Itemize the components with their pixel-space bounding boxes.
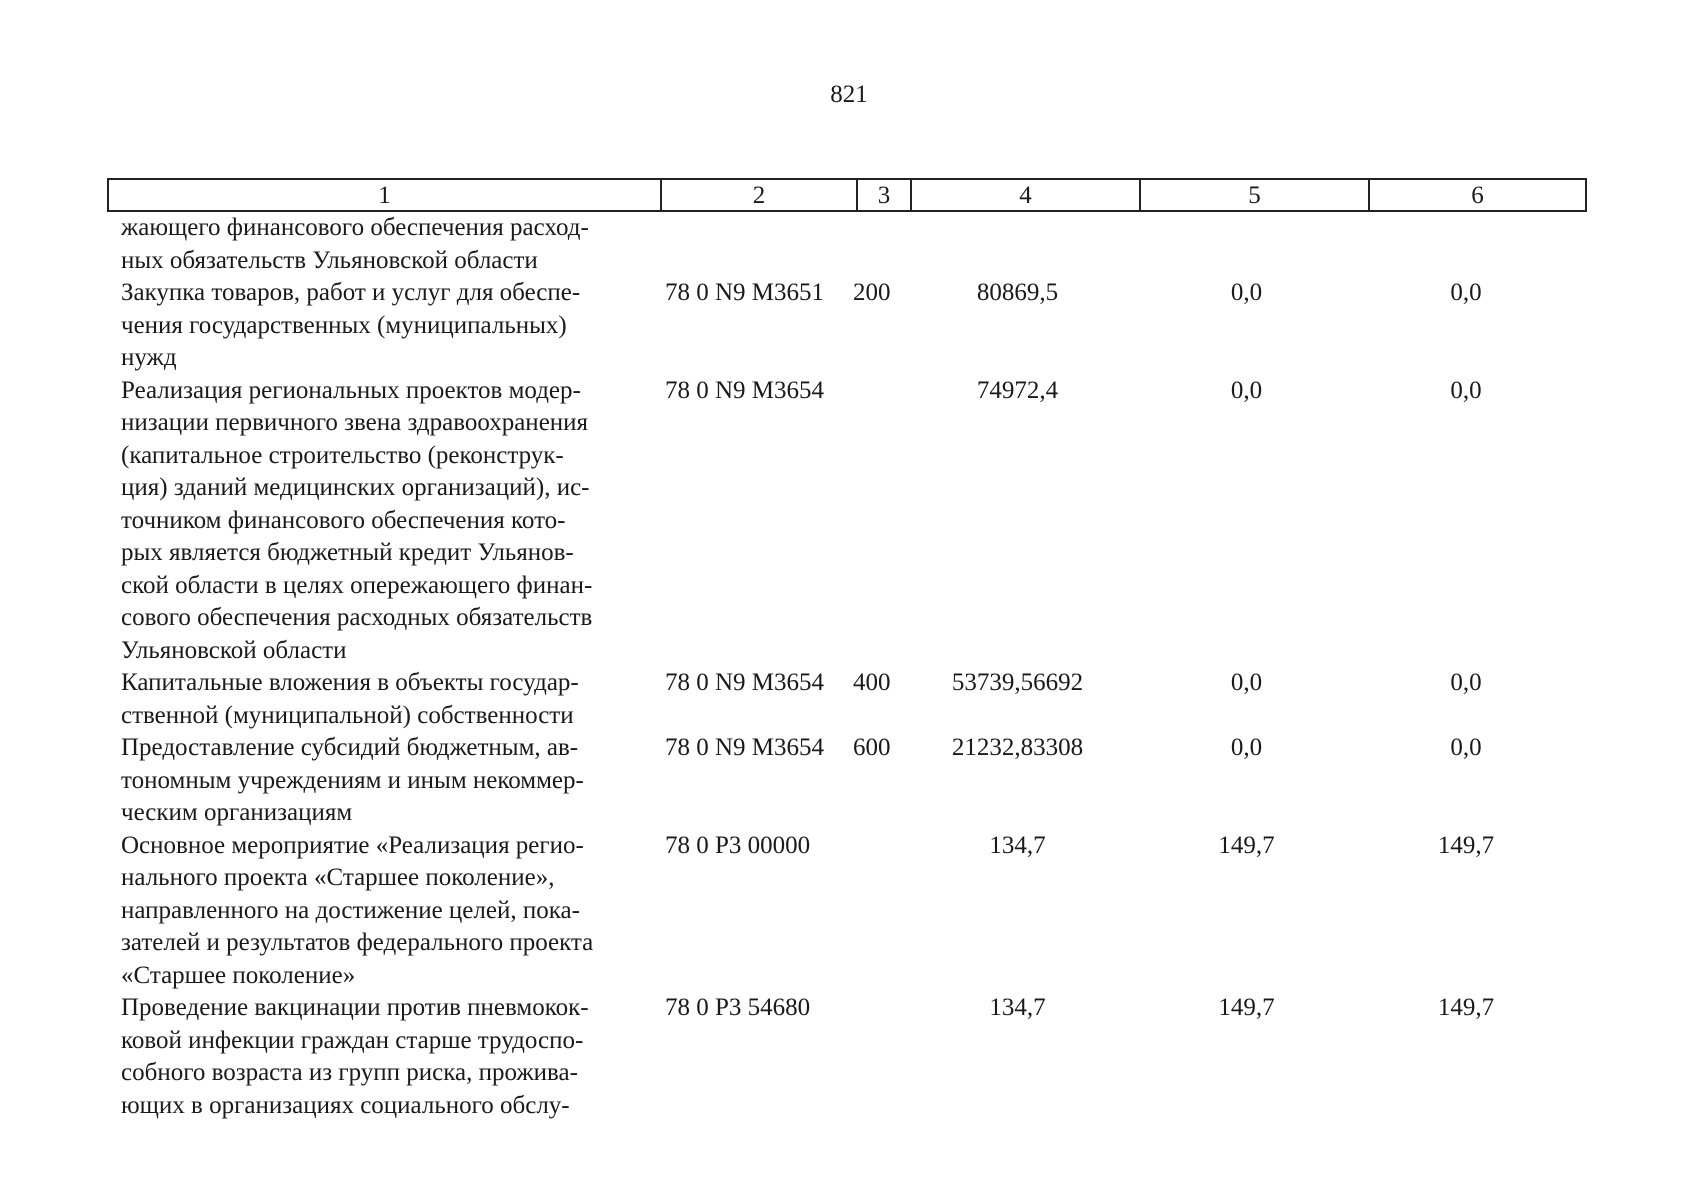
- description-line: Проведение вакцинации против пневмокок-: [121, 994, 589, 1021]
- description-line: чения государственных (муниципальных): [121, 311, 567, 339]
- row-description: [107, 212, 653, 277]
- row-value-4: [903, 212, 1132, 277]
- table-row: [107, 667, 1587, 732]
- table-body: [107, 212, 1587, 1122]
- row-code: 78 0 N9 M3654: [665, 734, 825, 761]
- row-value-5: 0,0: [1230, 734, 1263, 761]
- description-line: сового обеспечения расходных обязательств: [121, 604, 593, 631]
- row-value-4: 21232,83308: [951, 734, 1084, 761]
- row-description: [107, 667, 653, 732]
- description-line: ция) зданий медицинских организаций), ис-: [121, 474, 590, 501]
- row-value-6: 149,7: [1437, 994, 1495, 1021]
- row-expense-type: 600: [853, 734, 891, 761]
- page-number: 821: [830, 81, 868, 108]
- description-line: Основное мероприятие «Реализация регио-: [121, 831, 584, 859]
- description-line: (капитальное строительство (реконструк-: [121, 441, 564, 469]
- row-value-6: 0,0: [1450, 376, 1482, 404]
- description-line: зателей и результатов федерального проекта: [121, 929, 594, 956]
- row-expense-type: 200: [853, 279, 891, 306]
- description-line: нального проекта «Старшее поколение»,: [121, 864, 555, 891]
- table-row: [107, 732, 1587, 830]
- description-line: «Старшее поколение»: [121, 961, 356, 989]
- row-value-6: 0,0: [1450, 669, 1482, 696]
- column-header-4: 4: [912, 180, 1141, 210]
- row-value-5: 0,0: [1230, 669, 1263, 696]
- description-line: Закупка товаров, работ и услуг для обеспе-: [121, 279, 581, 306]
- description-line: ческим организациям: [121, 799, 353, 826]
- row-code: 78 0 N9 M3651: [665, 279, 825, 306]
- row-description: [107, 375, 653, 668]
- description-line: жающего финансового обеспечения расход-: [121, 214, 589, 241]
- row-expense-type: [849, 375, 903, 668]
- description-line: тономным учреждениям и иным некоммер-: [121, 766, 584, 794]
- description-line: низации первичного звена здравоохранения: [121, 409, 589, 436]
- row-value-5: 149,7: [1218, 831, 1275, 859]
- description-line: ющих в организациях социального обслу-: [121, 1091, 570, 1119]
- row-value-4: 134,7: [989, 831, 1046, 859]
- description-line: точником финансового обеспечения кото-: [121, 506, 566, 534]
- description-line: ных обязательств Ульяновской области: [121, 246, 538, 274]
- row-value-4: 74972,4: [976, 376, 1059, 404]
- row-expense-type: [849, 212, 903, 277]
- row-value-5: 149,7: [1218, 994, 1275, 1021]
- row-description: [107, 732, 653, 830]
- row-code: 78 0 N9 M3654: [665, 376, 825, 404]
- description-line: Реализация региональных проектов модер-: [121, 376, 581, 404]
- row-value-4: 134,7: [989, 994, 1046, 1021]
- table-row: [107, 830, 1587, 993]
- table-row: [107, 277, 1587, 375]
- row-value-4: 53739,56692: [951, 669, 1084, 696]
- row-expense-type: [849, 992, 903, 1122]
- table-header: [107, 178, 1587, 212]
- description-line: ковой инфекции граждан старше трудоспо-: [121, 1026, 584, 1054]
- row-value-5: 0,0: [1230, 376, 1263, 404]
- column-header-3: 3: [858, 180, 912, 210]
- table-row: [107, 992, 1587, 1122]
- description-line: рых является бюджетный кредит Ульянов-: [121, 539, 574, 566]
- row-value-6: [1361, 212, 1587, 277]
- description-line: Ульяновской области: [121, 636, 347, 664]
- description-line: Капитальные вложения в объекты государ-: [121, 669, 579, 696]
- column-header-6: 6: [1471, 182, 1484, 209]
- row-value-4: 80869,5: [976, 279, 1059, 306]
- row-code: 78 0 N9 M3654: [665, 669, 825, 696]
- row-expense-type: [849, 830, 903, 993]
- row-expense-type: 400: [853, 669, 891, 696]
- description-line: нужд: [121, 344, 177, 371]
- description-line: направленного на достижение целей, пока-: [121, 896, 580, 924]
- description-line: собного возраста из групп риска, прожива-: [121, 1059, 578, 1086]
- row-value-6: 149,7: [1437, 831, 1495, 859]
- table-row: [107, 375, 1587, 668]
- row-code: 78 0 P3 00000: [665, 831, 811, 859]
- row-value-6: 0,0: [1450, 734, 1482, 761]
- column-header-5: 5: [1141, 180, 1370, 210]
- row-code: 78 0 P3 54680: [665, 994, 811, 1021]
- row-value-5: 0,0: [1230, 279, 1263, 306]
- description-line: ственной (муниципальной) собственности: [121, 701, 574, 729]
- row-description: [107, 277, 653, 375]
- table-row: [107, 212, 1587, 277]
- row-description: [107, 992, 653, 1122]
- column-header-2: 2: [662, 180, 858, 210]
- row-description: [107, 830, 653, 993]
- row-code: [653, 212, 849, 277]
- description-line: ской области в целях опережающего финан-: [121, 571, 593, 599]
- column-header-1: 1: [109, 180, 662, 210]
- row-value-5: [1132, 212, 1361, 277]
- description-line: Предоставление субсидий бюджетным, ав-: [121, 734, 579, 761]
- row-value-6: 0,0: [1450, 279, 1482, 306]
